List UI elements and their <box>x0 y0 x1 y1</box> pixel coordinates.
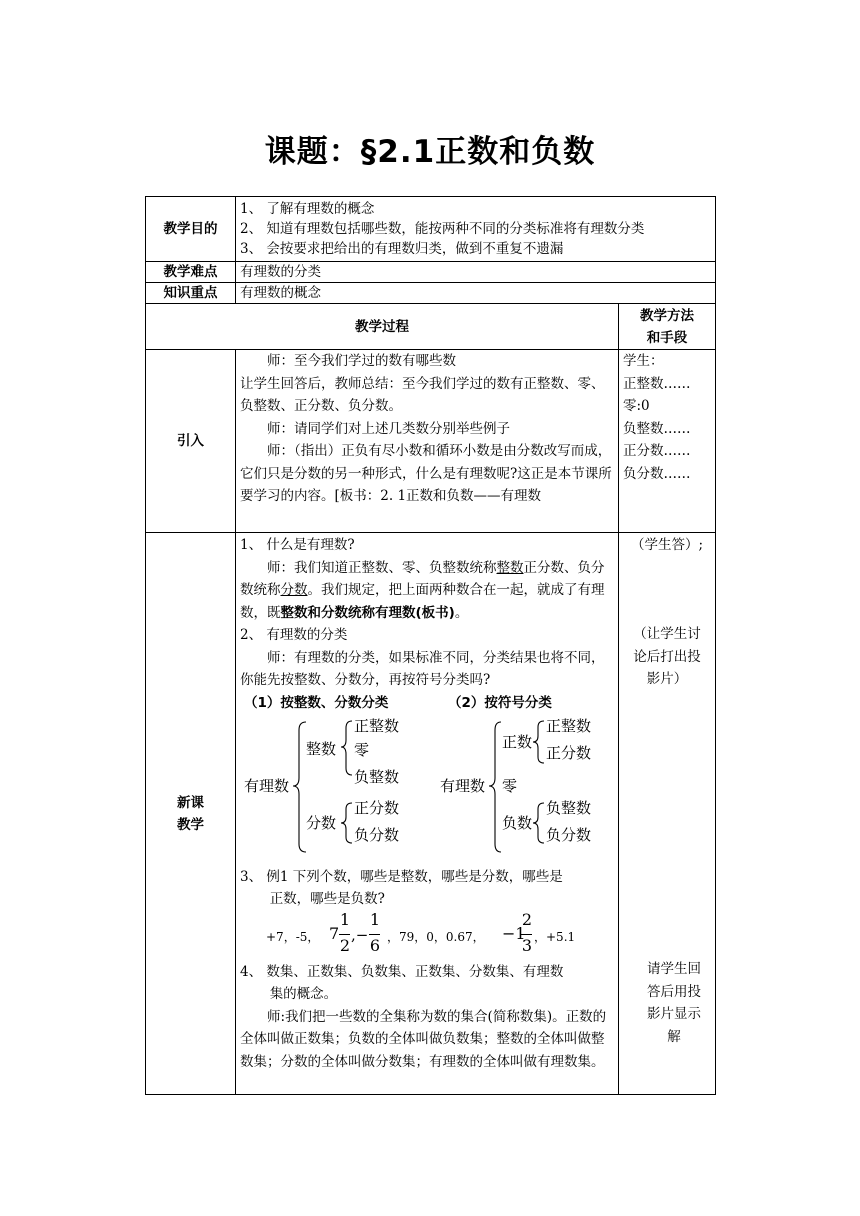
tree1-leaf: 负分数 <box>354 825 400 844</box>
header-row <box>146 304 716 350</box>
method-note: 负整数…… <box>623 420 691 437</box>
fraction-denominator: 2 <box>339 935 351 955</box>
formula-whole: 7 <box>329 923 340 943</box>
question-4-text: 师:我们把一些数的全集称为数的集合(简称数集)。正数的全体叫做正数集；负数的全体叫做负数集；整数的全体叫做整数集；分数的全体叫做分数集；有理数的全体叫做有理数集。 <box>240 1008 607 1070</box>
objective-item: 2、 知道有理数包括哪些数，能按两种不同的分类标准将有理数分类 <box>240 221 645 237</box>
tree1-leaf: 正分数 <box>354 798 400 817</box>
brace-tree2-positive <box>533 721 544 763</box>
question-2-text: 师：有理数的分类，如果标准不同，分类结果也将不同，你能先按整数、分数分，再按符号分类吗? <box>240 649 605 688</box>
tree2-root: 有理数 <box>440 776 486 795</box>
example-numbers <box>240 911 614 961</box>
method-note: 正整数…… <box>623 375 691 392</box>
difficulty-row <box>146 262 716 283</box>
tree2-zero: 零 <box>502 776 518 795</box>
fraction-denominator: 3 <box>521 935 533 955</box>
method-note: （学生答）; <box>630 537 704 553</box>
intro-label: 引入 <box>146 350 236 533</box>
method-note: 负分数…… <box>623 465 691 482</box>
key-point-row <box>146 283 716 304</box>
intro-paragraph: 师：（指出）正负有尽小数和循环小数是由分数改写而成，它们只是分数的另一种形式，什么是有理数呢?这正是本节课所要学习的内容。[板书：2. 1正数和负数——有理数 <box>240 443 612 504</box>
difficulty-label: 教学难点 <box>146 262 236 283</box>
fraction-numerator: 2 <box>521 909 533 929</box>
method-header: 教学方法和手段 <box>619 304 716 350</box>
intro-paragraph: 让学生回答后，教师总结：至今我们学过的数有正整数、零、负整数、正分数、负分数。 <box>240 375 605 414</box>
classification-title-2: （2）按符号分类 <box>448 694 552 711</box>
question-3: 3、 例1 下列个数，哪些是整数，哪些是分数，哪些是 <box>240 868 563 885</box>
method-note: 学生： <box>623 353 664 369</box>
tree2-leaf: 正分数 <box>546 743 592 762</box>
bold-definition: 整数和分数统称有理数(板书) <box>280 604 455 621</box>
tree1-group-fraction: 分数 <box>306 813 337 832</box>
text-run: 。 <box>454 604 469 621</box>
difficulty-text: 有理数的分类 <box>236 262 716 283</box>
text-run: 正分数、负分数统称 <box>240 559 605 598</box>
method-note: 请学生回答后用投影片显示解 <box>647 961 701 1045</box>
underlined-term: 分数 <box>280 582 308 598</box>
method-note: 正分数…… <box>623 443 691 459</box>
tree1-group-integer: 整数 <box>306 739 337 758</box>
formula-text: ,− <box>351 925 369 944</box>
classification-trees <box>240 718 614 860</box>
text-run: 。我们规定，把上面两种数合在一起，就成了有理数，既 <box>240 582 605 621</box>
formula-whole: −1 <box>502 923 526 943</box>
tree1-leaf: 负整数 <box>354 767 400 786</box>
tree1-leaf: 正整数 <box>354 716 400 735</box>
tree2-group-negative: 负数 <box>502 813 533 832</box>
brace-tree2-root <box>489 722 501 852</box>
formula-text: +7，-5， <box>266 929 320 944</box>
tree1-root: 有理数 <box>244 776 290 795</box>
fraction-denominator: 6 <box>369 935 381 955</box>
key-point-text: 有理数的概念 <box>236 283 716 304</box>
method-note: （让学生讨论后打出投影片） <box>633 626 701 687</box>
intro-row <box>146 350 716 533</box>
question-1: 1、 什么是有理数? <box>240 537 355 553</box>
formula-text: ，79，0，0.67， <box>387 929 485 944</box>
new-lesson-label-line: 新课 <box>177 794 204 811</box>
new-lesson-label-line: 教学 <box>177 816 204 833</box>
brace-tree1-root <box>293 722 306 852</box>
objective-item: 1、 了解有理数的概念 <box>240 201 375 217</box>
objectives-label: 教学目的 <box>146 197 236 262</box>
objectives-row <box>146 197 716 262</box>
intro-paragraph: 师：请同学们对上述几类数分别举些例子 <box>267 420 510 437</box>
question-2: 2、 有理数的分类 <box>240 627 348 643</box>
tree1-leaf: 零 <box>354 740 370 759</box>
key-point-label: 知识重点 <box>146 283 236 304</box>
brace-tree1-integer <box>341 721 352 775</box>
tree2-leaf: 正整数 <box>546 716 592 735</box>
question-4: 4、 数集、正数集、负数集、正数集、分数集、有理数 <box>240 963 564 980</box>
text-run: 师：我们知道正整数、零、负整数统称 <box>267 559 497 576</box>
fraction-numerator: 1 <box>339 909 351 929</box>
new-lesson-row <box>146 533 716 1095</box>
question-1-text <box>240 557 614 625</box>
tree2-group-positive: 正数 <box>502 732 533 751</box>
formula-text: ，+5.1 <box>534 929 576 944</box>
intro-paragraph: 师：至今我们学过的数有哪些数 <box>267 353 456 369</box>
process-header: 教学过程 <box>146 304 619 350</box>
brace-tree2-negative <box>533 803 544 843</box>
underlined-term: 整数 <box>496 559 524 576</box>
question-4-cont: 集的概念。 <box>269 986 338 1002</box>
question-3-cont: 正数，哪些是负数? <box>269 891 385 907</box>
method-note: 零:0 <box>623 398 650 414</box>
classification-titles <box>240 692 614 714</box>
tree2-leaf: 负分数 <box>546 825 592 844</box>
classification-title-1: （1）按整数、分数分类 <box>244 694 389 711</box>
tree2-leaf: 负整数 <box>546 798 592 817</box>
new-lesson-label <box>146 533 236 1095</box>
page-title: 课题：§2.1正数和负数 <box>264 134 596 170</box>
objective-item: 3、 会按要求把给出的有理数归类，做到不重复不遗漏 <box>240 241 564 257</box>
brace-tree1-fraction <box>341 803 352 843</box>
fraction-numerator: 1 <box>369 909 381 929</box>
lesson-plan-table <box>145 196 716 1095</box>
